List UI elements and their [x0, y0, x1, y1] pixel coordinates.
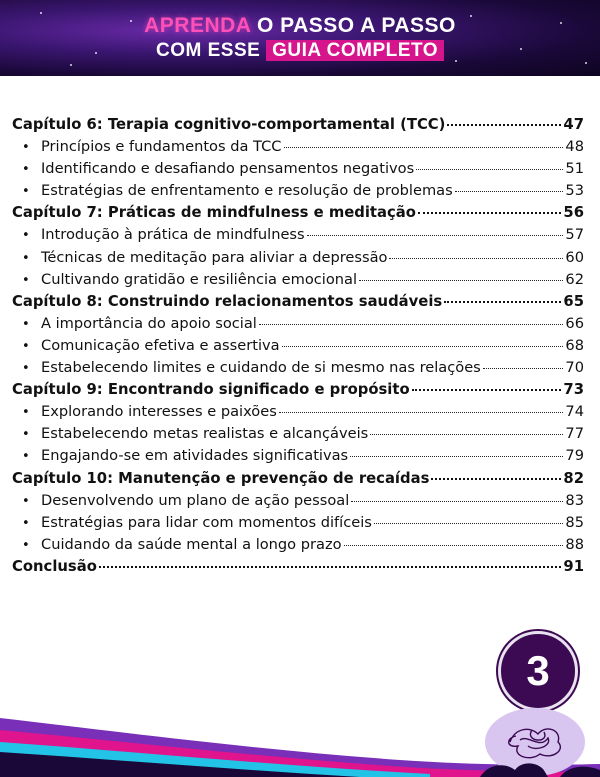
toc-entry-title: Estratégias para lidar com momentos difíceis: [41, 513, 372, 531]
toc-subitem-row: [12, 447, 584, 469]
toc-subitem-row: [12, 425, 584, 447]
toc-entry-page: 47: [563, 116, 584, 133]
dot-leader: [412, 388, 562, 391]
toc-subitem-row: [12, 249, 584, 271]
decorative-wave: [0, 690, 600, 777]
toc-entry-page: 51: [565, 160, 584, 178]
toc-entry-title: Estabelecendo limites e cuidando de si mesmo nas relações: [41, 359, 481, 377]
dot-leader: [418, 211, 561, 214]
toc-entry-title: Princípios e fundamentos da TCC: [41, 138, 282, 156]
toc-entry-title: Estratégias de enfrentamento e resolução de problemas: [41, 182, 453, 200]
dot-leader: [431, 477, 561, 480]
toc-entry-title: Identificando e desafiando pensamentos negativos: [41, 160, 415, 178]
toc-subitem-row: [12, 403, 584, 425]
toc-entry-title: Explorando interesses e paixões: [41, 403, 277, 421]
dot-leader: [350, 455, 563, 457]
banner-line-2: [0, 40, 600, 62]
toc-entry-title: Conclusão: [12, 557, 97, 575]
toc-entry-page: 91: [563, 557, 584, 575]
banner-highlight-1: APRENDA: [144, 14, 251, 37]
bullet-icon: •: [22, 515, 30, 531]
bullet-icon: •: [22, 338, 30, 354]
page-number: 3: [526, 647, 550, 694]
toc-entry-title: Capítulo 8: Construindo relacionamentos saudáveis: [12, 292, 443, 310]
dot-leader: [447, 123, 561, 126]
toc-entry-page: 62: [565, 270, 584, 288]
toc-entry-page: 73: [563, 381, 584, 399]
toc-subitem-row: [12, 359, 584, 381]
bullet-icon: •: [22, 140, 30, 156]
toc-entry-page: 77: [565, 425, 584, 443]
dot-leader: [259, 323, 564, 325]
toc-chapter-row: [12, 116, 584, 138]
dot-leader: [284, 146, 564, 148]
bullet-icon: •: [22, 184, 30, 200]
bullet-icon: •: [22, 537, 30, 553]
dot-leader: [370, 433, 563, 435]
toc-entry-page: 88: [565, 535, 584, 553]
toc-subitem-row: [12, 271, 584, 293]
header-banner: [0, 0, 600, 76]
toc-subitem-row: [12, 160, 584, 182]
bullet-icon: •: [22, 361, 30, 377]
toc-chapter-row: [12, 558, 584, 580]
bullet-icon: •: [22, 427, 30, 443]
toc-entry-title: Técnicas de meditação para aliviar a depressão: [41, 248, 388, 266]
toc-entry-title: Engajando-se em atividades significativas: [41, 447, 349, 465]
toc-entry-page: 60: [565, 248, 584, 266]
toc-entry-page: 48: [565, 138, 584, 156]
toc-entry-title: Introdução à prática de mindfulness: [41, 226, 305, 244]
toc-subitem-row: [12, 492, 584, 514]
toc-entry-title: Capítulo 6: Terapia cognitivo-comportamental (TCC): [12, 116, 446, 133]
toc-entry-title: Estabelecendo metas realistas e alcançáveis: [41, 425, 369, 443]
table-of-contents: [12, 116, 584, 580]
dot-leader: [344, 544, 564, 546]
bullet-icon: •: [22, 316, 30, 332]
toc-subitem-row: [12, 182, 584, 204]
toc-entry-title: Capítulo 10: Manutenção e prevenção de recaídas: [12, 469, 430, 487]
toc-entry-page: 65: [563, 292, 584, 310]
toc-subitem-row: [12, 337, 584, 359]
banner-line-1: [0, 14, 600, 38]
toc-subitem-row: [12, 514, 584, 536]
dot-leader: [444, 300, 561, 303]
dot-leader: [483, 367, 564, 369]
dot-leader: [351, 500, 563, 502]
toc-entry-page: 83: [565, 491, 584, 509]
toc-entry-title: A importância do apoio social: [41, 314, 257, 332]
toc-entry-title: Capítulo 7: Práticas de mindfulness e meditação: [12, 204, 416, 222]
toc-subitem-row: [12, 138, 584, 160]
toc-entry-title: Capítulo 9: Encontrando significado e propósito: [12, 381, 410, 399]
toc-subitem-row: [12, 226, 584, 248]
bullet-icon: •: [22, 250, 30, 266]
toc-entry-title: Comunicação efetiva e assertiva: [41, 336, 280, 354]
toc-entry-page: 70: [565, 359, 584, 377]
toc-entry-title: Cultivando gratidão e resiliência emocional: [41, 270, 357, 288]
bullet-icon: •: [22, 493, 30, 509]
banner-text-1: O PASSO A PASSO: [257, 14, 456, 37]
toc-entry-page: 56: [563, 204, 584, 222]
toc-entry-page: 79: [565, 447, 584, 465]
dot-leader: [359, 279, 563, 281]
toc-entry-page: 85: [565, 513, 584, 531]
dot-leader: [282, 345, 564, 347]
dot-leader: [279, 411, 564, 413]
bullet-icon: •: [22, 405, 30, 421]
bullet-icon: •: [22, 162, 30, 178]
toc-subitem-row: [12, 315, 584, 337]
dot-leader: [99, 565, 562, 568]
toc-entry-title: Cuidando da saúde mental a longo prazo: [41, 535, 342, 553]
toc-chapter-row: [12, 293, 584, 315]
toc-entry-page: 68: [565, 336, 584, 354]
toc-chapter-row: [12, 381, 584, 403]
toc-entry-page: 74: [565, 403, 584, 421]
toc-entry-page: 53: [565, 182, 584, 200]
bullet-icon: •: [22, 272, 30, 288]
toc-entry-page: 82: [563, 469, 584, 487]
bullet-icon: •: [22, 449, 30, 465]
dot-leader: [307, 234, 564, 236]
dot-leader: [389, 257, 563, 259]
banner-highlight-2: GUIA COMPLETO: [266, 40, 444, 61]
dot-leader: [416, 168, 563, 170]
toc-chapter-row: [12, 470, 584, 492]
toc-subitem-row: [12, 536, 584, 558]
toc-entry-title: Desenvolvendo um plano de ação pessoal: [41, 491, 350, 509]
toc-entry-page: 66: [565, 314, 584, 332]
dot-leader: [374, 522, 564, 524]
banner-text-2: COM ESSE: [156, 40, 261, 61]
toc-chapter-row: [12, 204, 584, 226]
bullet-icon: •: [22, 228, 30, 244]
dot-leader: [455, 190, 564, 192]
toc-entry-page: 57: [565, 226, 584, 244]
